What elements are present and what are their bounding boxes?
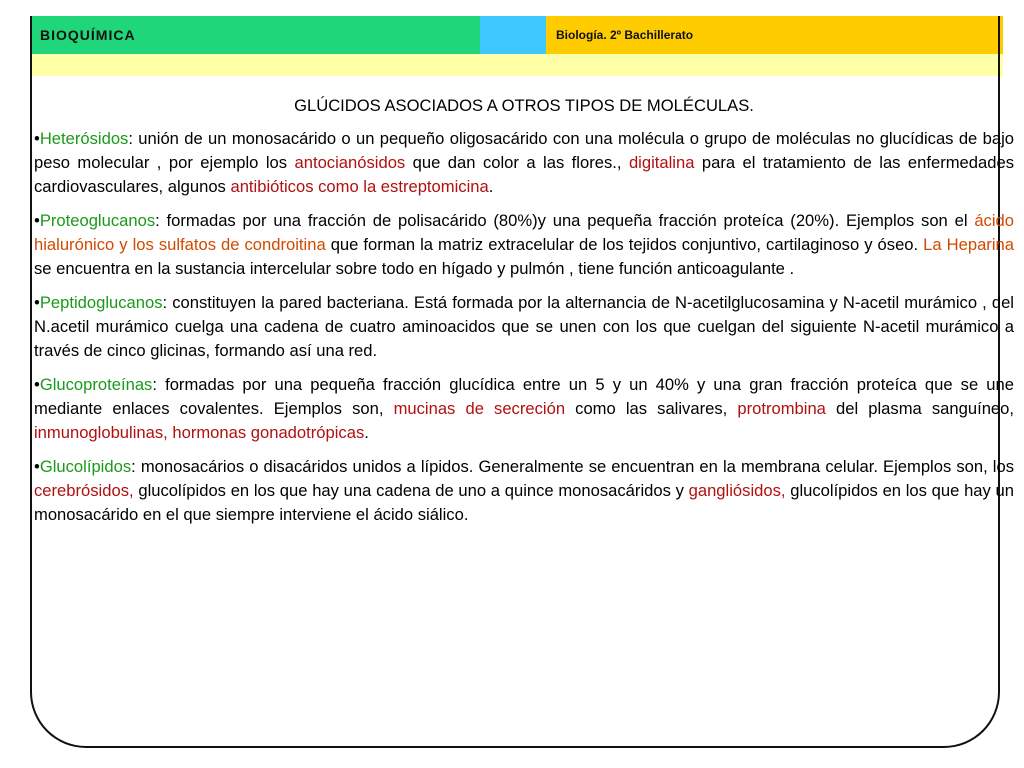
text: . — [488, 177, 494, 196]
highlight-mucinas: mucinas de secreción — [393, 399, 566, 418]
paragraph-glucoproteinas — [34, 373, 1014, 445]
highlight-digitalina: digitalina — [628, 153, 695, 172]
text: se encuentra en la sustancia intercelular sobre todo en hígado y pulmón , tiene función anticoagulante . — [34, 259, 795, 278]
paragraph-heterosidos — [34, 127, 1014, 199]
text: como las salivares, — [565, 399, 738, 418]
term-glucolipidos: Glucolípidos — [39, 457, 132, 476]
text: para el tratamiento de las enfermedades cardiovasculares, algunos — [34, 153, 1014, 196]
text: que dan color a las flores., — [405, 153, 629, 172]
text: glucolípidos en los que hay un monosacárido en el que siempre interviene el ácido siálico. — [34, 481, 1014, 524]
bullet: • — [34, 457, 40, 476]
highlight-inmunoglobulinas: inmunoglobulinas, hormonas gonadotrópicas — [34, 423, 365, 442]
text: . — [364, 423, 369, 442]
term-heterosidos: Heterósidos — [39, 129, 129, 148]
term-proteoglucanos: Proteoglucanos — [39, 211, 156, 230]
slide-content — [34, 94, 1014, 537]
text: : constituyen la pared bacteriana. Está formada por la alternancia de N-acetilglucosamina y N-acetil murámico , del N.acetil murámico cuelga una cadena de cuatro aminoacidos que se unen con los que cuelgan del siguiente N-acetil murámico a través de cinco glicinas, formando así una red. — [34, 293, 1014, 360]
text: glucolípidos en los que hay una cadena de uno a quince monosacáridos y — [133, 481, 689, 500]
paragraph-glucolipidos — [34, 455, 1014, 527]
bullet: • — [34, 293, 40, 312]
highlight-heparina: La Heparina — [923, 235, 1014, 254]
highlight-protrombina: protrombina — [737, 399, 826, 418]
bullet: • — [34, 375, 40, 394]
highlight-acido-hialuronico: ácido hialurónico y los sulfatos de condroitina — [34, 211, 1014, 254]
header-right-subtitle: Biología. 2º Bachillerato — [546, 16, 1003, 54]
highlight-antibioticos: antibióticos como la estreptomicina — [230, 177, 489, 196]
header-left-title: BIOQUÍMICA — [30, 16, 480, 54]
paragraph-peptidoglucanos — [34, 291, 1014, 363]
text: que forman la matriz extracelular de los tejidos conjuntivo, cartilaginoso y óseo. — [325, 235, 924, 254]
highlight-antocianosidos: antocianósidos — [294, 153, 406, 172]
text: : formadas por una fracción de polisacárido (80%)y una pequeña fracción proteíca (20%). Ejemplos son el — [155, 211, 975, 230]
text: del plasma sanguíneo, — [825, 399, 1014, 418]
text: : formadas por una pequeña fracción glucídica entre un 5 y un 40% y una gran fracción proteíca que se une mediante enlaces covalentes. Ejemplos son, — [34, 375, 1014, 418]
term-peptidoglucanos: Peptidoglucanos — [39, 293, 163, 312]
text: : monosacários o disacáridos unidos a lípidos. Generalmente se encuentran en la membrana celular. Ejemplos son, los — [131, 457, 1014, 476]
highlight-gangliosidos: gangliósidos, — [688, 481, 786, 500]
bullet: • — [34, 129, 40, 148]
text: : unión de un monosacárido o un pequeño oligosacárido con una molécula o grupo de moléculas no glucídicas de bajo peso molecular , por ejemplo los — [34, 129, 1014, 172]
highlight-cerebrosidos: cerebrósidos, — [34, 481, 134, 500]
slide-title: GLÚCIDOS ASOCIADOS A OTROS TIPOS DE MOLÉCULAS. — [294, 96, 754, 115]
term-glucoproteinas: Glucoproteínas — [39, 375, 153, 394]
bullet: • — [34, 211, 40, 230]
paragraph-proteoglucanos — [34, 209, 1014, 281]
